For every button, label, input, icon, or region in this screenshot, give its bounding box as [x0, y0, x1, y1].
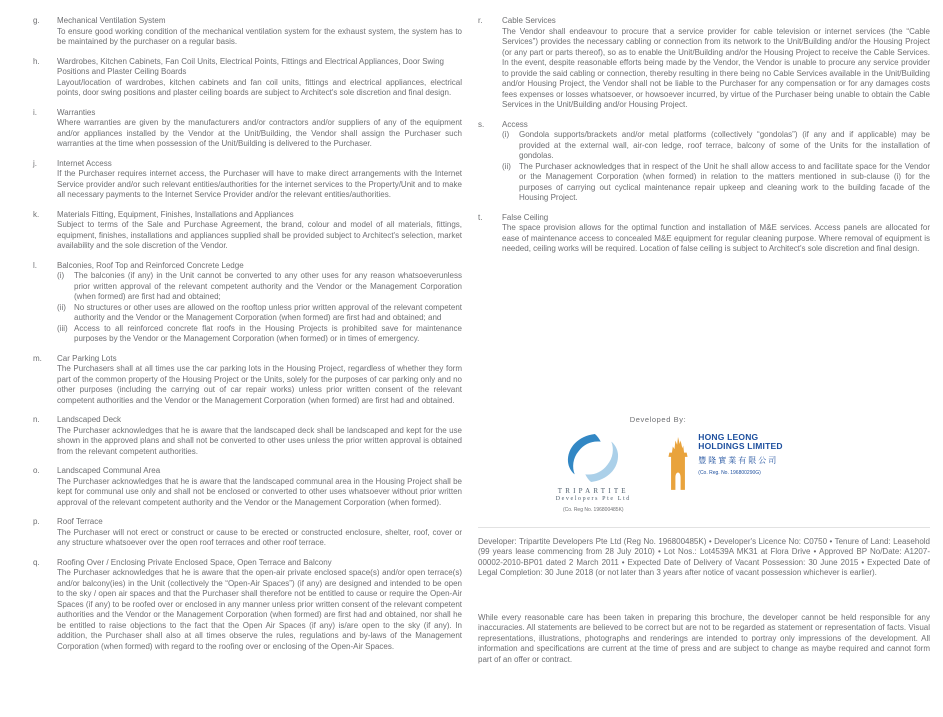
clause-title: False Ceiling: [502, 212, 549, 222]
developed-by-label: Developed By:: [629, 414, 687, 424]
clause-subitem: [502, 162, 930, 204]
clause-paragraph: To ensure good working condition of the mechanical ventilation system for the exhaust system, the system has to be maintained by the purchaser on a regular basis.: [57, 26, 462, 46]
clause-letter: k.: [33, 209, 40, 219]
hong-leong-name-line2: HOLDINGS LIMITED: [698, 441, 783, 451]
clause-paragraph: The space provision allows for the optimal function and installation of M&E services. Access panels are allocated for ease of maintenance access to concealed M&E equipment for regular cleaning purpose. Where removal of equipment is needed, ceiling works will be required. Location of false ceiling is subject to Architect's sole discretion and final design.: [502, 223, 930, 253]
right-column: [478, 16, 930, 717]
clause-body: [502, 16, 930, 111]
subitem-marker: (ii): [57, 302, 66, 312]
subitem-text: The Purchaser acknowledges that in respect of the Unit he shall allow access to and facilitate space for the Vendor or the Management Corporation (when formed) in relation to the matters mentioned in sub-clause (i) for the purposes of carrying out cyclical maintenance repair upkeep and cleaning work to the building facade of the Housing Project.: [519, 161, 930, 202]
clause-body: [57, 108, 462, 150]
clause-subitem: [502, 130, 930, 162]
hong-leong-chinese-name: 豐隆實業有限公司: [698, 455, 779, 465]
subitem-text: Access to all reinforced concrete flat roofs in the Housing Projects is prohibited save for maintenance purposes by the Vendor or the Management Corporation (when formed) or in times of emergency.: [74, 323, 462, 343]
clause-paragraph: Layout/location of wardrobes, kitchen cabinets and fan coil units, fittings and electrical appliances, electrical points, door swing positions and plaster ceiling boards are subject to Architect's sole discretion and final design.: [57, 77, 462, 97]
clause-item: [478, 213, 930, 255]
tripartite-reg-no: (Co. Reg No. 196800485K): [562, 506, 624, 513]
tripartite-name: TRIPARTITE: [557, 486, 629, 495]
clause-body: [57, 57, 462, 99]
clause-title: Mechanical Ventilation System: [57, 16, 166, 25]
clause-subitem: [57, 303, 462, 324]
subitem-text: The balconies (if any) in the Unit cannot be converted to any other uses for any reason whatsoeverunless prior written approval of the relevant competent authority and the Vendor or the Management Corporation (when formed) are first had and obtained;: [74, 271, 462, 301]
section-divider: [478, 527, 930, 528]
clause-paragraph: The Purchaser acknowledges that he is aware that the open-air private enclosed space(s) and/or open terrace(s) and/or balcony(ies) in the Unit (collectively the “Open-Air Spaces”) (if any) are designed and intended to be open to the sky / open air spaces and that the Purchaser shall therefore not be entitled to cause or require the Open-Air Spaces (if any) to be roofed over or enclosed in any manner unless prior written consent of the relevant competent authorities and the Vendor or the Management Corporation (when formed) are first had and obtained, nor shall he be entitled to raise objections to the fact that the Open Air Spaces (if any) is/are open to the sky (if any). In addition, the Purchaser shall also at all times observe the rules, regulations and by-laws of the Management Corporation (when formed) with regard to the roofing over or enclosing of the Open-Air Spaces.: [57, 568, 462, 651]
subitem-text: No structures or other uses are allowed on the rooftop unless prior written approval of the relevant competent authority and the Vendor or the Management Corporation (when formed) are first had and obtained; and: [74, 302, 462, 322]
clause-title: Landscaped Communal Area: [57, 466, 161, 475]
right-column-clauses: [478, 16, 930, 255]
clause-item: [33, 57, 462, 99]
clause-paragraph: The Purchasers shall at all times use the car parking lots in the Housing Project, regardless of whether they form part of the common property of the Housing Project or the Units, solely for the purposes of car parking only and no other purposes (including the carrying out of car repair works) unless prior written consent of the relevant competent authorities and the Vendor or the Management Corporation (when formed) are first had and obtained.: [57, 364, 462, 405]
clause-item: [33, 16, 462, 48]
clause-letter: s.: [478, 119, 485, 129]
clause-paragraph: If the Purchaser requires internet access, the Purchaser will have to make direct arrangements with the Internet Service provider and/or such relevant entities/authorities for the internet services to the Property/Unit and to make all necessary payments to the Internet Service Provider and/or the relevant entities/authorities.: [57, 169, 462, 199]
clause-letter: i.: [33, 107, 37, 117]
clause-item: [33, 210, 462, 252]
clause-title: Car Parking Lots: [57, 353, 117, 363]
clause-subitem: [57, 271, 462, 303]
clause-item: [478, 120, 930, 204]
clause-item: [33, 415, 462, 457]
subitem-marker: (ii): [502, 161, 511, 171]
clause-paragraph: The Purchaser acknowledges that he is aware that the landscaped deck shall be landscaped and kept for the use shown in the approved plans and shall not be converted to other uses unless the prior written approval is obtained from the relevant competent authorities.: [57, 425, 462, 456]
clause-item: [33, 159, 462, 201]
hong-leong-name-line1: HONG LEONG: [698, 431, 759, 442]
subitem-marker: (iii): [57, 323, 68, 333]
clause-body: [57, 466, 462, 508]
developed-by-section: [538, 415, 788, 513]
clause-item: [33, 517, 462, 549]
subitem-marker: (i): [57, 271, 65, 280]
clause-title: Landscaped Deck: [57, 415, 122, 424]
tripartite-logo: [543, 433, 643, 513]
clause-title: Warranties: [57, 107, 96, 117]
clause-item: [33, 558, 462, 653]
clause-letter: m.: [33, 353, 42, 363]
clause-item: [33, 466, 462, 508]
hong-leong-reg-no: (Co. Reg. No. 196800290G): [698, 469, 761, 476]
clause-body: [57, 558, 462, 653]
clause-letter: h.: [33, 56, 40, 66]
clause-item: [33, 261, 462, 345]
tripartite-subname: Developers Pte Ltd: [555, 495, 631, 502]
clause-body: [57, 210, 462, 252]
clause-letter: p.: [33, 517, 40, 526]
clause-paragraph: The Purchaser will not erect or construct or cause to be erected or constructed enclosure, shelter, roof, cover or any structure whatsoever over the open roof terraces and other roof terrace.: [57, 527, 462, 547]
clause-item: [478, 16, 930, 111]
clause-letter: q.: [33, 557, 40, 567]
clause-letter: n.: [33, 415, 40, 424]
subitem-text: Gondola supports/brackets and/or metal platforms (collectively “gondolas”) (if any and if applicable) may be provided at the external wall, air-con ledge, roof terrace, balcony of some of the Units for the installation of gondolas.: [519, 130, 930, 160]
clause-letter: r.: [478, 16, 483, 25]
hong-leong-tower-icon: [665, 433, 691, 493]
clause-title: Internet Access: [57, 158, 112, 168]
disclaimer-paragraph: While every reasonable care has been taken in preparing this brochure, the developer cannot be held responsible for any inaccuracies. All statements are believed to be correct but are not to be regarded as statement or representation of facts. Visual representations, illustrations, photographs and renderings are intended to portray only impressions of the development. All information and specifications are current at the time of press and are subject to change as maybe required and cannot form part of an offer or contract.: [478, 612, 930, 664]
clause-body: [57, 354, 462, 407]
clause-title: Roof Terrace: [57, 517, 103, 526]
clause-title: Cable Services: [502, 16, 556, 25]
clause-title: Balconies, Roof Top and Reinforced Concrete Ledge: [57, 260, 244, 270]
clause-letter: g.: [33, 16, 40, 25]
clause-body: [502, 120, 930, 204]
left-column: [33, 16, 462, 717]
hong-leong-text: [698, 433, 782, 476]
clause-subitem: [57, 324, 462, 345]
clause-title: Roofing Over / Enclosing Private Enclosed Space, Open Terrace and Balcony: [57, 557, 332, 567]
clause-paragraph: Where warranties are given by the manufacturers and/or contractors and/or suppliers of any of the equipment and/or appliances installed by the Vendor at the Unit/Building, the Vendor shall assign the Purchaser such warranties at the time when possession of the Unit/Building is delivered to the Purchaser.: [57, 118, 462, 148]
clause-title: Wardrobes, Kitchen Cabinets, Fan Coil Units, Electrical Points, Fittings and Electrical Appliances, Door Swing Positions and Plaster Ceiling Boards: [57, 56, 444, 76]
clause-paragraph: Subject to terms of the Sale and Purchase Agreement, the brand, colour and model of all materials, fittings, equipment, finishes, installations and appliances supplied shall be provided subject to Architect's selection, market availability and the sole discretion of the Vendor.: [57, 220, 462, 250]
clause-item: [33, 354, 462, 407]
clause-letter: o.: [33, 466, 40, 475]
clause-item: [33, 108, 462, 150]
clause-body: [57, 517, 462, 549]
tripartite-logo-icon: [564, 433, 622, 483]
clause-letter: t.: [478, 212, 483, 222]
hong-leong-logo: [665, 433, 782, 493]
clause-letter: j.: [33, 158, 37, 168]
clause-title: Access: [502, 119, 528, 129]
clause-paragraph: The Vendor shall endeavour to procure that a service provider for cable television or internet services (the “Cable Services”) provides the necessary cabling or connection from its network to the Unit/Building and/or the Housing Project (or any part or parts thereof), so as to enable the Unit/Building and/or the Housing Project to receive the Cable Services. In the event, despite reasonable efforts being made by the Vendor, the Vendor is unable to procure any service provider to provide the said cabling or connection, thereby resulting in there being no Cable Services available in the Unit/Building and/or Housing Project, the Vendor shall not be liable to the Purchaser for any compensation or for any damages costs fees expenses or losses whatsoever, or howsoever incurred, by virtue of the Purchaser being unable to obtain the Cable Services in the Unit/Building and/or Housing Project.: [502, 26, 930, 109]
clause-body: [502, 213, 930, 255]
clause-letter: l.: [33, 260, 37, 270]
developer-logos: [538, 433, 788, 513]
clause-body: [57, 159, 462, 201]
subitem-marker: (i): [502, 130, 510, 139]
developer-info-paragraph: Developer: Tripartite Developers Pte Ltd (Reg No. 196800485K) • Developer's Licence No: C0750 • Tenure of Land: Leasehold (99 years lease commencing from 28 July 2010) • Lot Nos.: Lot4539A MK31 at Flora Drive • Approved BP No/Date: A1207-00002-2010-BP01 dated 2 March 2011 • Expected Date of Delivery of Vacant Possession: 30 June 2015 • Expected Date of Legal Completion: 30 June 2018 (or not later than 3 years after notice of vacant possession whichever is earlier).: [478, 536, 930, 577]
clause-paragraph: The Purchaser acknowledges that he is aware that the landscaped communal area in the Housing Project shall be kept for communal use only and shall not be enclosed or converted to other uses whatsoever without prior written approval of the relevant competent authority and the Vendor or the Management Corporation (when formed).: [57, 476, 462, 507]
clause-body: [57, 415, 462, 457]
clause-title: Materials Fitting, Equipment, Finishes, Installations and Appliances: [57, 209, 294, 219]
clause-body: [57, 16, 462, 48]
clause-body: [57, 261, 462, 345]
